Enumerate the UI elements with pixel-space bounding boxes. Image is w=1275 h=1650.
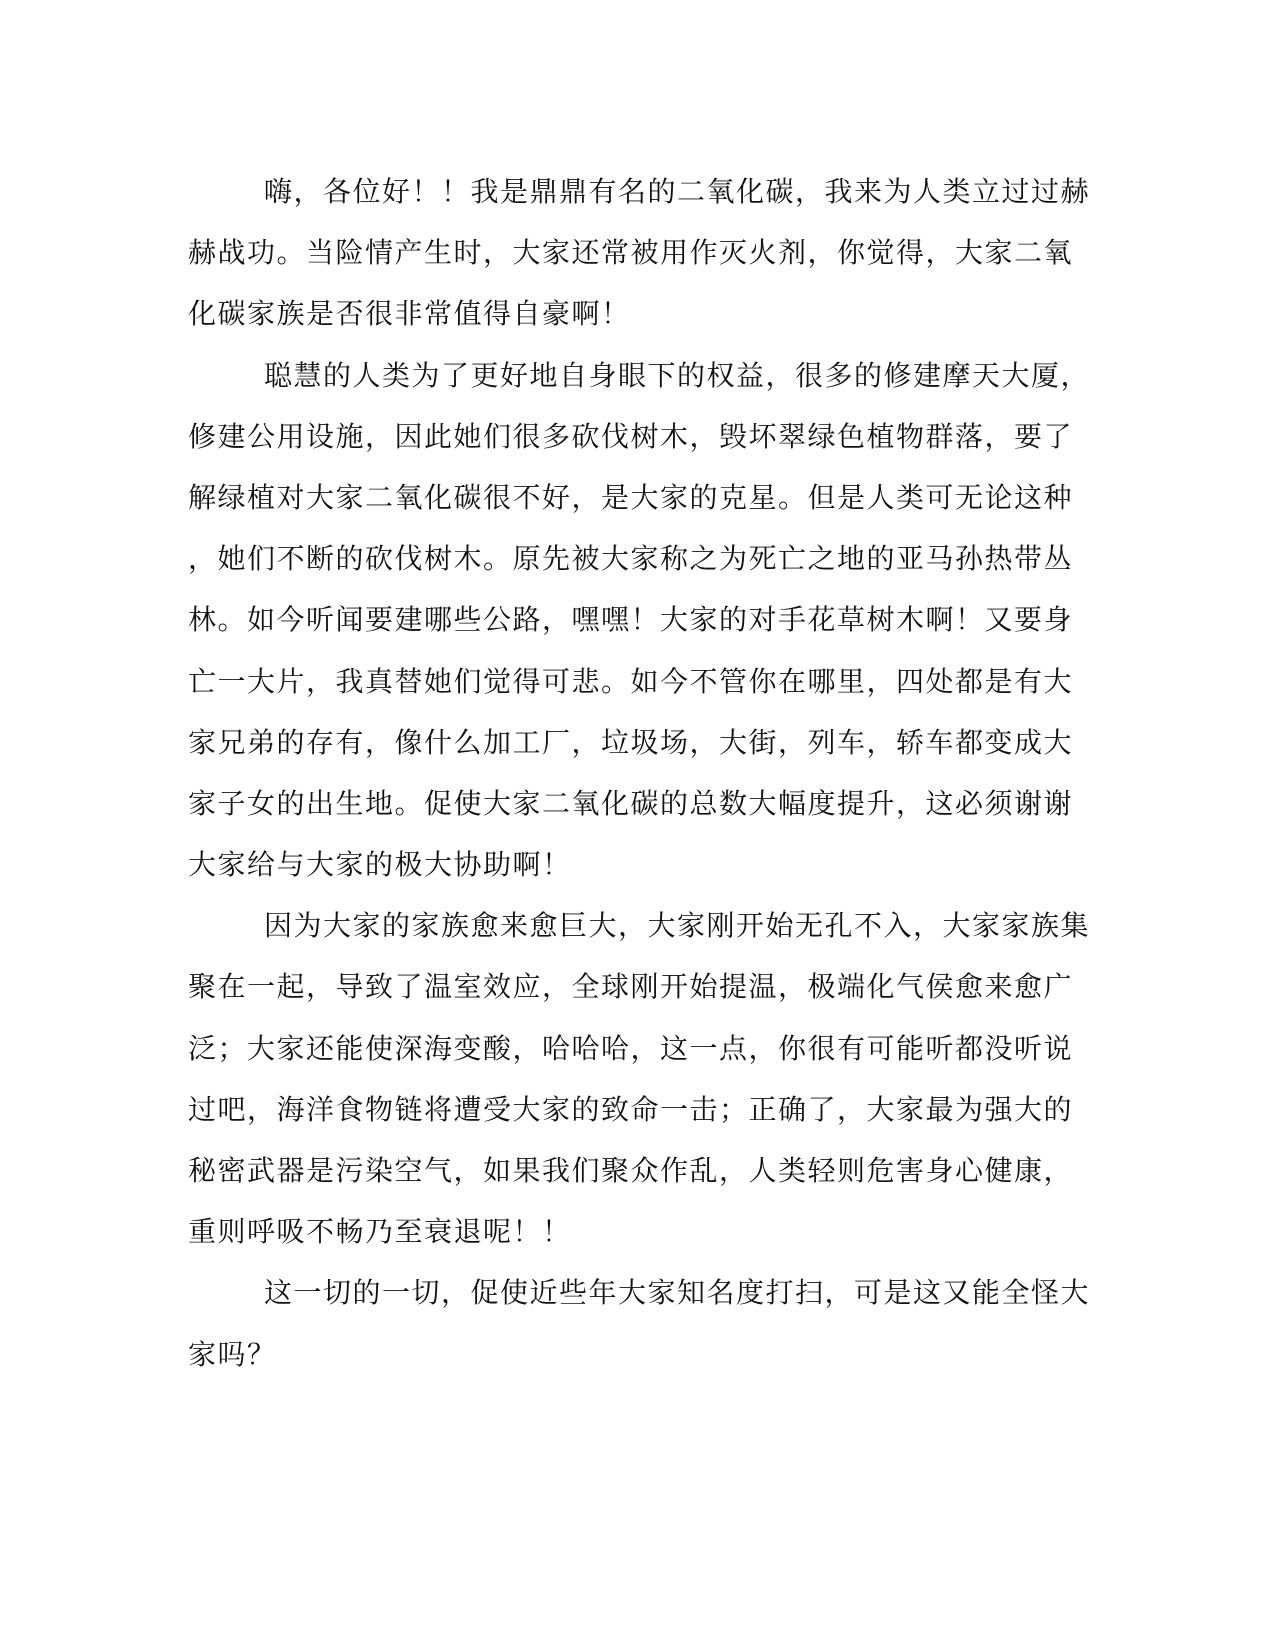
paragraph-line: 过吧，海洋食物链将遭受大家的致命一击；正确了，大家最为强大的 (188, 1092, 1074, 1126)
document-body (188, 161, 1091, 1385)
paragraph-4 (188, 1262, 1091, 1384)
paragraph-line: ，她们不断的砍伐树木。原先被大家称之为死亡之地的亚马孙热带丛 (188, 542, 1074, 576)
paragraph-2 (188, 345, 1091, 896)
paragraph-line: 家子女的出生地。促使大家二氧化碳的总数大幅度提升，这必须谢谢 (188, 786, 1074, 820)
paragraph-line: 重则呼吸不畅乃至衰退呢！！ (188, 1215, 572, 1249)
paragraph-line: 解绿植对大家二氧化碳很不好，是大家的克星。但是人类可无论这种 (188, 480, 1074, 514)
paragraph-line: 林。如今听闻要建哪些公路，嘿嘿！大家的对手花草树木啊！又要身 (188, 603, 1074, 637)
paragraph-line: 亡一大片，我真替她们觉得可悲。如今不管你在哪里，四处都是有大 (188, 664, 1074, 698)
paragraph-line: 化碳家族是否很非常值得自豪啊！ (188, 297, 631, 331)
paragraph-line: 这一切的一切，促使近些年大家知名度打扫，可是这又能全怪大 (264, 1276, 1091, 1310)
paragraph-line: 家吗？ (188, 1337, 277, 1371)
paragraph-line: 大家给与大家的极大协助啊！ (188, 848, 572, 882)
paragraph-line: 因为大家的家族愈来愈巨大，大家刚开始无孔不入，大家家族集 (264, 909, 1091, 943)
paragraph-line: 修建公用设施，因此她们很多砍伐树木，毁坏翠绿色植物群落，要了 (188, 419, 1074, 453)
paragraph-line: 秘密武器是污染空气，如果我们聚众作乱，人类轻则危害身心健康， (188, 1154, 1074, 1187)
paragraph-line: 泛；大家还能使深海变酸，哈哈哈，这一点，你很有可能听都没听说 (188, 1031, 1074, 1065)
paragraph-line: 家兄弟的存有，像什么加工厂，垃圾场，大街，列车，轿车都变成大 (188, 725, 1074, 759)
paragraph-line: 聚在一起，导致了温室效应，全球刚开始提温，极端化气侯愈来愈广 (188, 970, 1074, 1004)
paragraph-line: 赫战功。当险情产生时，大家还常被用作灭火剂，你觉得，大家二氧 (188, 236, 1074, 270)
paragraph-1 (188, 161, 1091, 345)
paragraph-3 (188, 895, 1091, 1262)
paragraph-line: 聪慧的人类为了更好地自身眼下的权益，很多的修建摩天大厦， (264, 358, 1091, 392)
paragraph-line: 嗨，各位好！！我是鼎鼎有名的二氧化碳，我来为人类立过过赫 (264, 175, 1091, 208)
